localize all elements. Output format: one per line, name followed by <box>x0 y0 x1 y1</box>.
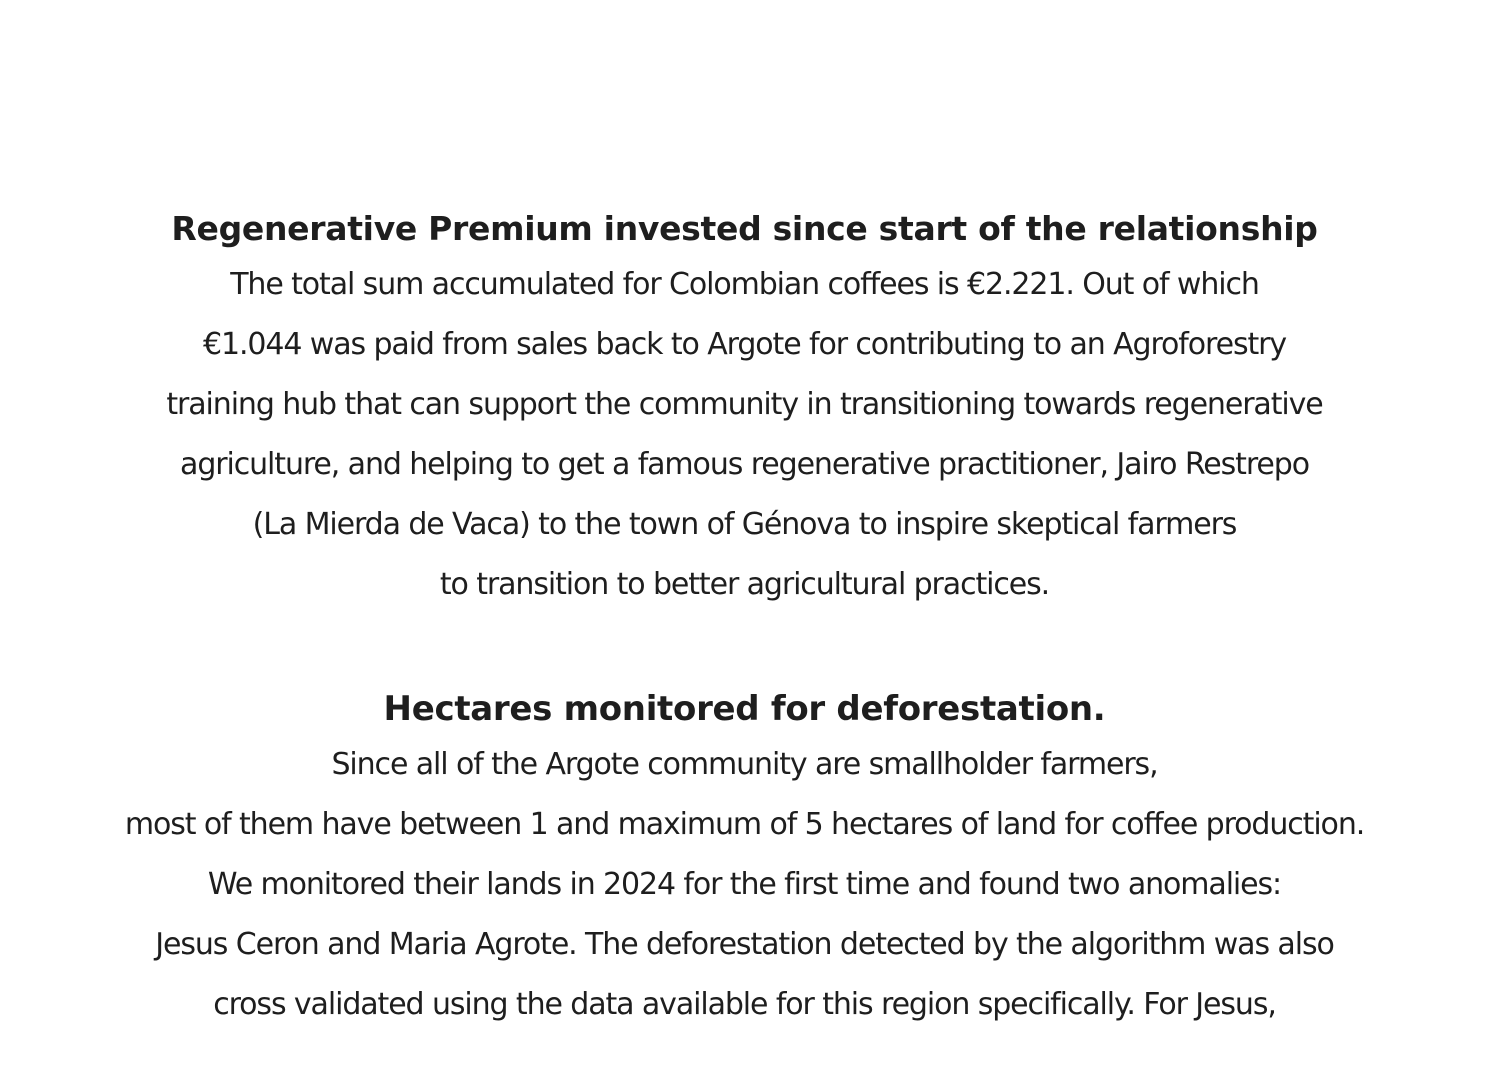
paragraph-line: Jesus Ceron and Maria Agrote. The deforestation detected by the algorithm was also <box>155 927 1334 962</box>
paragraph-line: €1.044 was paid from sales back to Argote for contributing to an Agroforestry <box>202 327 1287 362</box>
paragraph-line: to transition to better agricultural practices. <box>439 567 1050 602</box>
paragraph-line: cross validated using the data available for this region specifically. For Jesus, <box>213 987 1276 1022</box>
section-regenerative-premium <box>0 203 1489 615</box>
section-hectares-monitored <box>0 683 1489 1035</box>
paragraph-line: training hub that can support the community in transitioning towards regenerative <box>166 387 1323 422</box>
paragraph-line: Since all of the Argote community are smallholder farmers, <box>331 747 1158 782</box>
section-heading: Regenerative Premium invested since start of the relationship <box>171 209 1318 248</box>
paragraph-line: (La Mierda de Vaca) to the town of Génova to inspire skeptical farmers <box>252 507 1237 542</box>
section-heading: Hectares monitored for deforestation. <box>383 689 1106 729</box>
paragraph-line: agriculture, and helping to get a famous regenerative practitioner, Jairo Restrepo <box>180 447 1309 482</box>
paragraph-line: We monitored their lands in 2024 for the first time and found two anomalies: <box>207 867 1282 902</box>
paragraph-line: most of them have between 1 and maximum of 5 hectares of land for coffee production. <box>124 807 1365 842</box>
paragraph-line: The total sum accumulated for Colombian coffees is €2.221. Out of which <box>230 267 1259 302</box>
